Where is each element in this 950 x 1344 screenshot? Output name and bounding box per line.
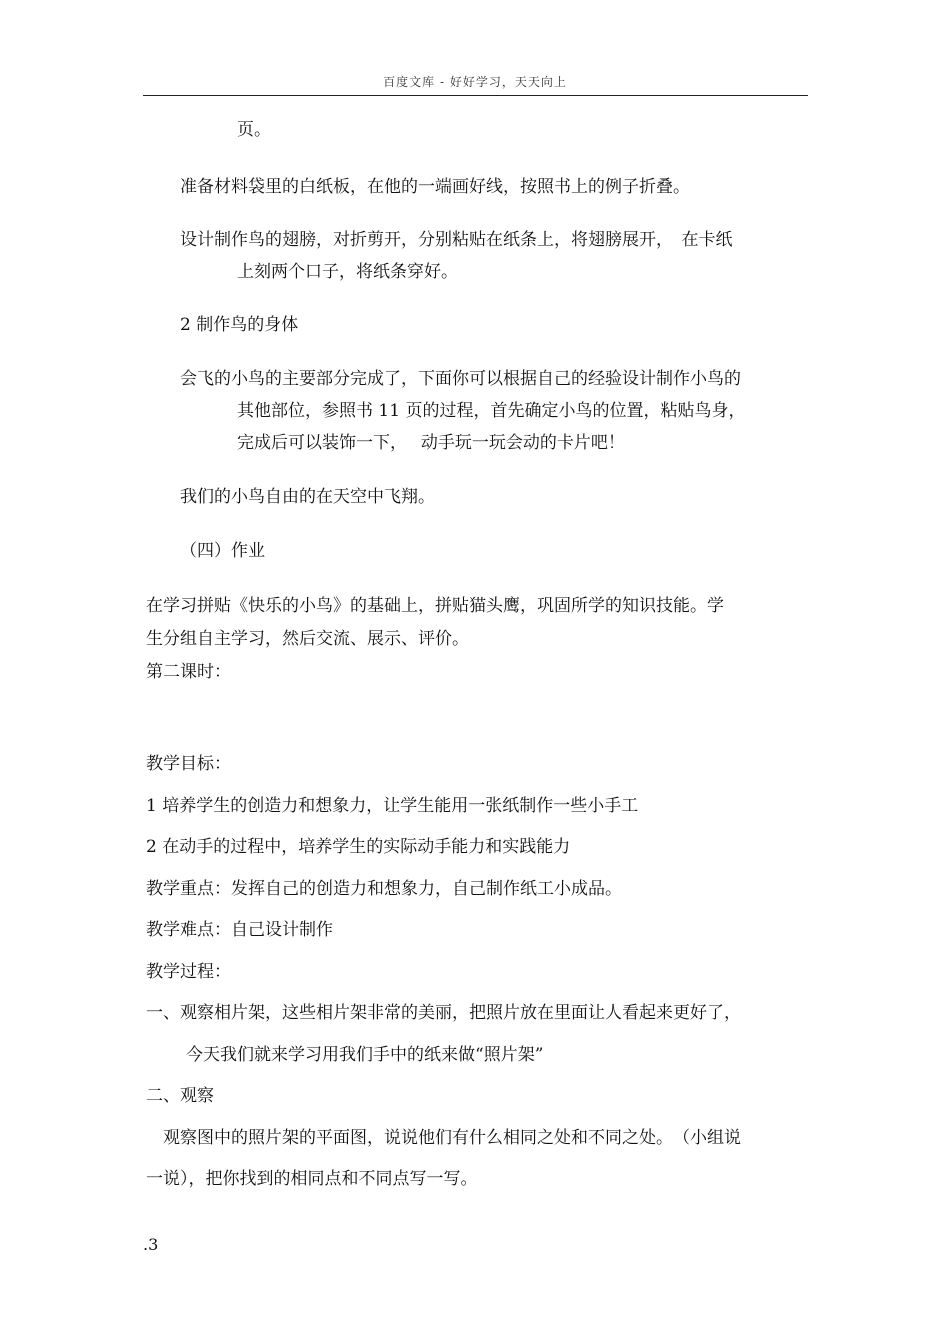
section-heading: 第二课时： <box>146 662 231 682</box>
text-line: 2 制作鸟的身体 <box>180 315 299 335</box>
text-line: 1 培养学生的创造力和想象力，让学生能用一张纸制作一些小手工 <box>146 796 639 816</box>
section-heading: （四）作业 <box>180 541 265 561</box>
text-line: 一说），把你找到的相同点和不同点写一写。 <box>146 1169 478 1189</box>
text-line: 页。 <box>237 120 271 140</box>
text-line: 会飞的小鸟的主要部分完成了，下面你可以根据自己的经验设计制作小鸟的 <box>180 369 741 389</box>
text-line: 教学重点：发挥自己的创造力和想象力，自己制作纸工小成品。 <box>146 879 622 899</box>
text-line: 完成后可以装饰一下， 动手玩一玩会动的卡片吧！ <box>237 433 625 453</box>
text-line: 设计制作鸟的翅膀，对折剪开，分别粘贴在纸条上，将翅膀展开， 在卡纸 <box>180 230 733 250</box>
section-heading: 二、观察 <box>146 1086 214 1106</box>
text-line: 准备材料袋里的白纸板，在他的一端画好线，按照书上的例子折叠。 <box>180 177 690 197</box>
text-line: 上刻两个口子，将纸条穿好。 <box>237 262 458 282</box>
header-rule <box>143 95 808 96</box>
text-line: 一、观察相片架，这些相片架非常的美丽，把照片放在里面让人看起来更好了， <box>146 1003 741 1023</box>
page-header: 百度文库 - 好好学习，天天向上 <box>383 75 567 89</box>
text-line: 今天我们就来学习用我们手中的纸来做“照片架” <box>186 1045 544 1065</box>
text-line: 2 在动手的过程中，培养学生的实际动手能力和实践能力 <box>146 837 571 857</box>
text-line: 其他部位，参照书 11 页的过程，首先确定小鸟的位置，粘贴鸟身， <box>237 401 746 421</box>
section-heading: 教学目标： <box>146 754 231 774</box>
text-line: 观察图中的照片架的平面图，说说他们有什么相同之处和不同之处。 （小组说 <box>163 1128 741 1148</box>
page-number: .3 <box>143 1235 159 1254</box>
text-line: 教学难点：自己设计制作 <box>146 920 333 940</box>
text-line: 在学习拼贴《快乐的小鸟》的基础上，拼贴猫头鹰，巩固所学的知识技能。学 <box>146 596 724 616</box>
text-line: 我们的小鸟自由的在天空中飞翔。 <box>180 487 435 507</box>
text-line: 生分组自主学习，然后交流、展示、评价。 <box>146 629 469 649</box>
section-heading: 教学过程： <box>146 962 231 982</box>
